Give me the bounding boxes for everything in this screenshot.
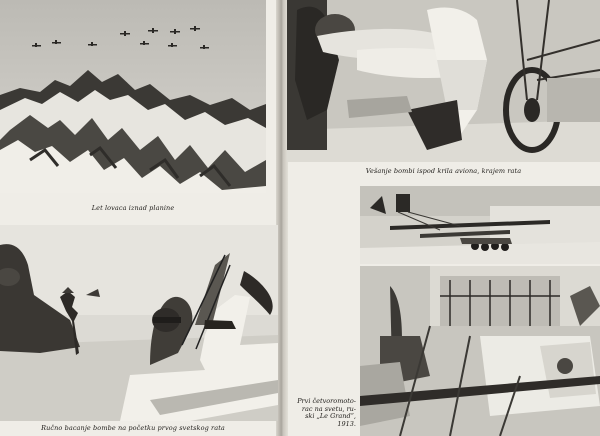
caption-le-grand-line-4: 1913.: [337, 419, 356, 428]
caption-loading-bombs: Vešanje bombi ispod krila aviona, krajem rata: [365, 167, 522, 175]
caption-le-grand-line-3: ski „Le Grand“,: [305, 412, 356, 420]
hand-bomb-photo: [0, 225, 278, 421]
caption-planes-over-mountains: Let lovaca iznad planine: [91, 204, 175, 212]
le-grand-cockpit-photo: [360, 266, 600, 436]
caption-le-grand-line-1: Prvi četvoromoto-: [297, 397, 356, 405]
aerial-mountains-photo: [0, 0, 266, 193]
caption-le-grand-line-2: rac na svetu, ru-: [301, 404, 356, 413]
le-grand-aircraft-photo: [360, 186, 600, 264]
caption-hand-bombing: Ručno bacanje bombe na početku prvog svetskog rata: [41, 424, 225, 432]
bomb-loading-photo: [287, 0, 600, 162]
caption-le-grand: [294, 398, 356, 428]
